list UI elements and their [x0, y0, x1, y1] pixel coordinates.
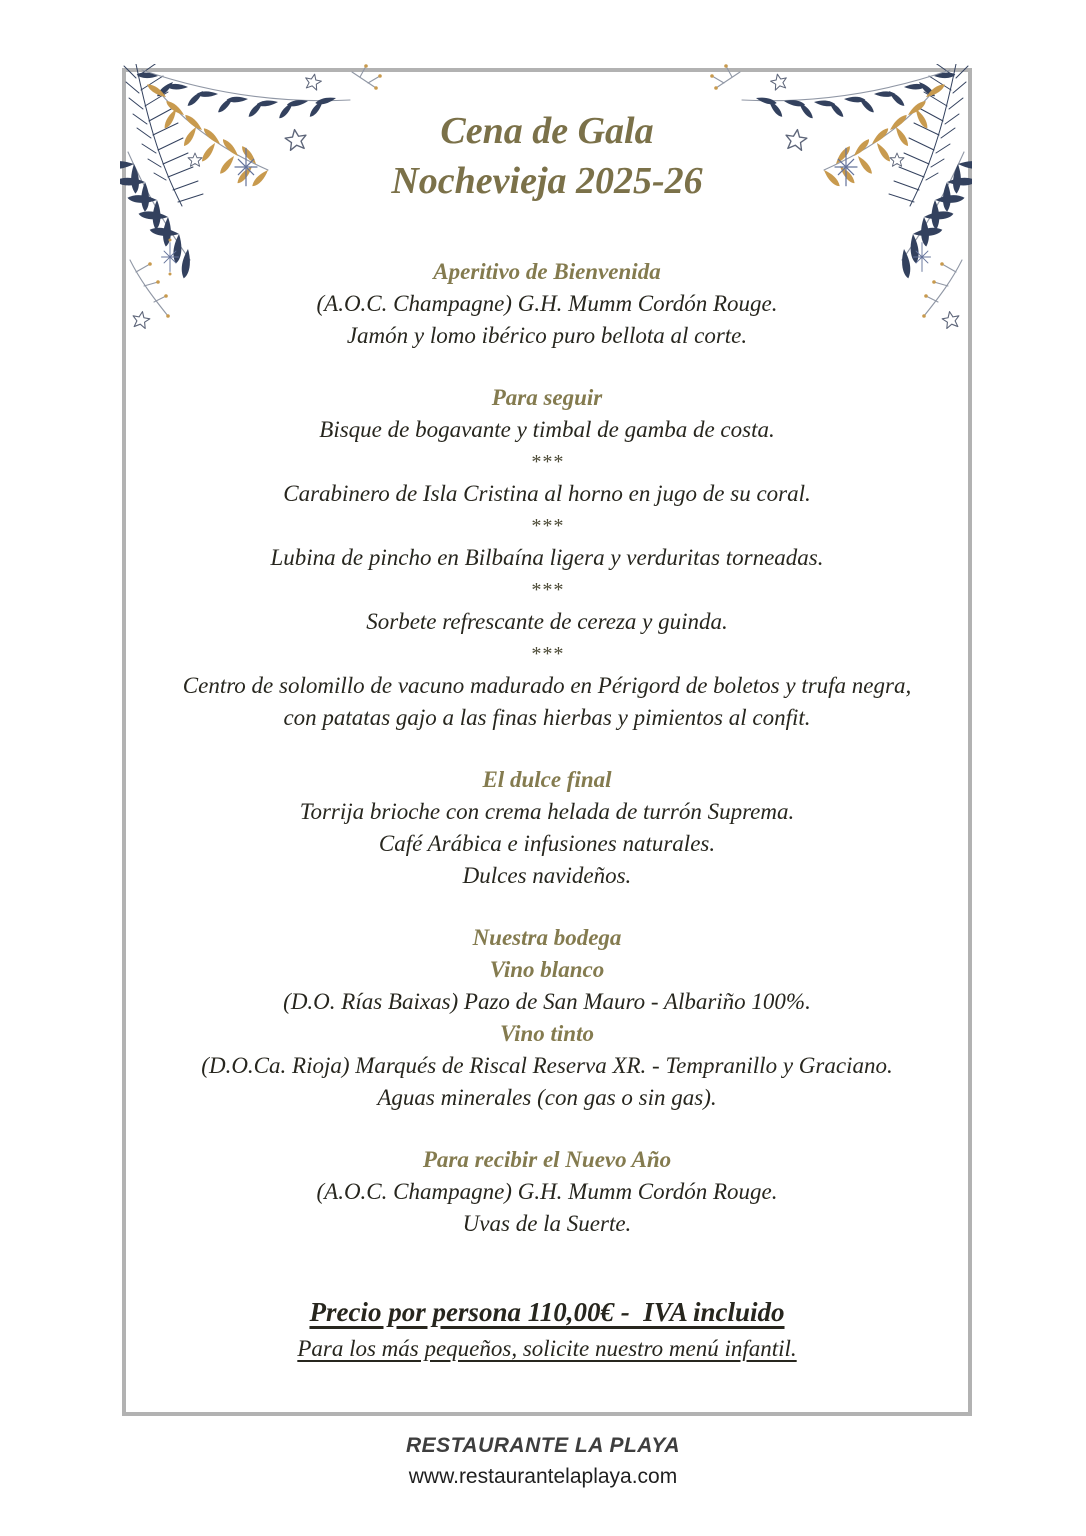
menu-item: con patatas gajo a las finas hierbas y pimientos al confit.	[283, 705, 811, 730]
menu-section-heading: Nuestra bodega	[472, 925, 622, 950]
restaurant-name: RESTAURANTE LA PLAYA	[405, 1434, 681, 1457]
menu-item: Centro de solomillo de vacuno madurado en Périgord de boletos y trufa negra,	[182, 673, 912, 698]
menu-section-heading: Para recibir el Nuevo Año	[422, 1147, 672, 1172]
menu-section-heading: Para seguir	[491, 385, 603, 410]
menu-item: Uvas de la Suerte.	[462, 1211, 632, 1236]
kids-menu-note: Para los más pequeños, solicite nuestro menú infantil.	[297, 1336, 797, 1361]
course-separator: ***	[530, 643, 564, 665]
menu-item: Dulces navideños.	[462, 863, 632, 888]
page-title	[122, 106, 972, 206]
course-separator: ***	[530, 451, 564, 473]
menu-item: Bisque de bogavante y timbal de gamba de costa.	[319, 417, 775, 442]
menu-item: Aguas minerales (con gas o sin gas).	[377, 1085, 717, 1110]
menu-section-heading: El dulce final	[482, 767, 612, 792]
bare-twig-icon	[710, 64, 740, 90]
outline-star-icon	[304, 73, 323, 91]
bare-twig-icon	[352, 64, 382, 90]
course-separator: ***	[530, 515, 564, 537]
menu-item: (A.O.C. Champagne) G.H. Mumm Cordón Rouge.	[316, 291, 778, 316]
outline-star-icon	[770, 73, 789, 91]
menu-item: Carabinero de Isla Cristina al horno en jugo de su coral.	[283, 481, 811, 506]
menu-item: Lubina de pincho en Bilbaína ligera y verduritas torneadas.	[270, 545, 824, 570]
menu-item: Torrija brioche con crema helada de turrón Suprema.	[299, 799, 795, 824]
menu-item: (D.O.Ca. Rioja) Marqués de Riscal Reserva XR. - Tempranillo y Graciano.	[201, 1053, 893, 1078]
menu-item: Sorbete refrescante de cereza y guinda.	[366, 609, 728, 634]
title-line-1: Cena de Gala	[440, 110, 654, 152]
course-separator: ***	[530, 579, 564, 601]
menu-item: (A.O.C. Champagne) G.H. Mumm Cordón Rouge.	[316, 1179, 778, 1204]
menu-item: Jamón y lomo ibérico puro bellota al corte.	[346, 323, 748, 348]
title-line-2: Nochevieja 2025-26	[391, 160, 703, 202]
footer	[0, 1434, 1086, 1489]
menu-subsection-heading: Vino blanco	[489, 957, 605, 982]
menu-body	[122, 256, 972, 1366]
menu-item: (D.O. Rías Baixas) Pazo de San Mauro - Albariño 100%.	[283, 989, 811, 1014]
menu-section-heading: Aperitivo de Bienvenida	[433, 259, 661, 284]
menu-item: Café Arábica e infusiones naturales.	[378, 831, 716, 856]
restaurant-website: www.restaurantelaplaya.com	[408, 1465, 678, 1488]
menu-subsection-heading: Vino tinto	[500, 1021, 594, 1046]
price-line: Precio por persona 110,00€ - IVA incluido	[309, 1297, 785, 1327]
